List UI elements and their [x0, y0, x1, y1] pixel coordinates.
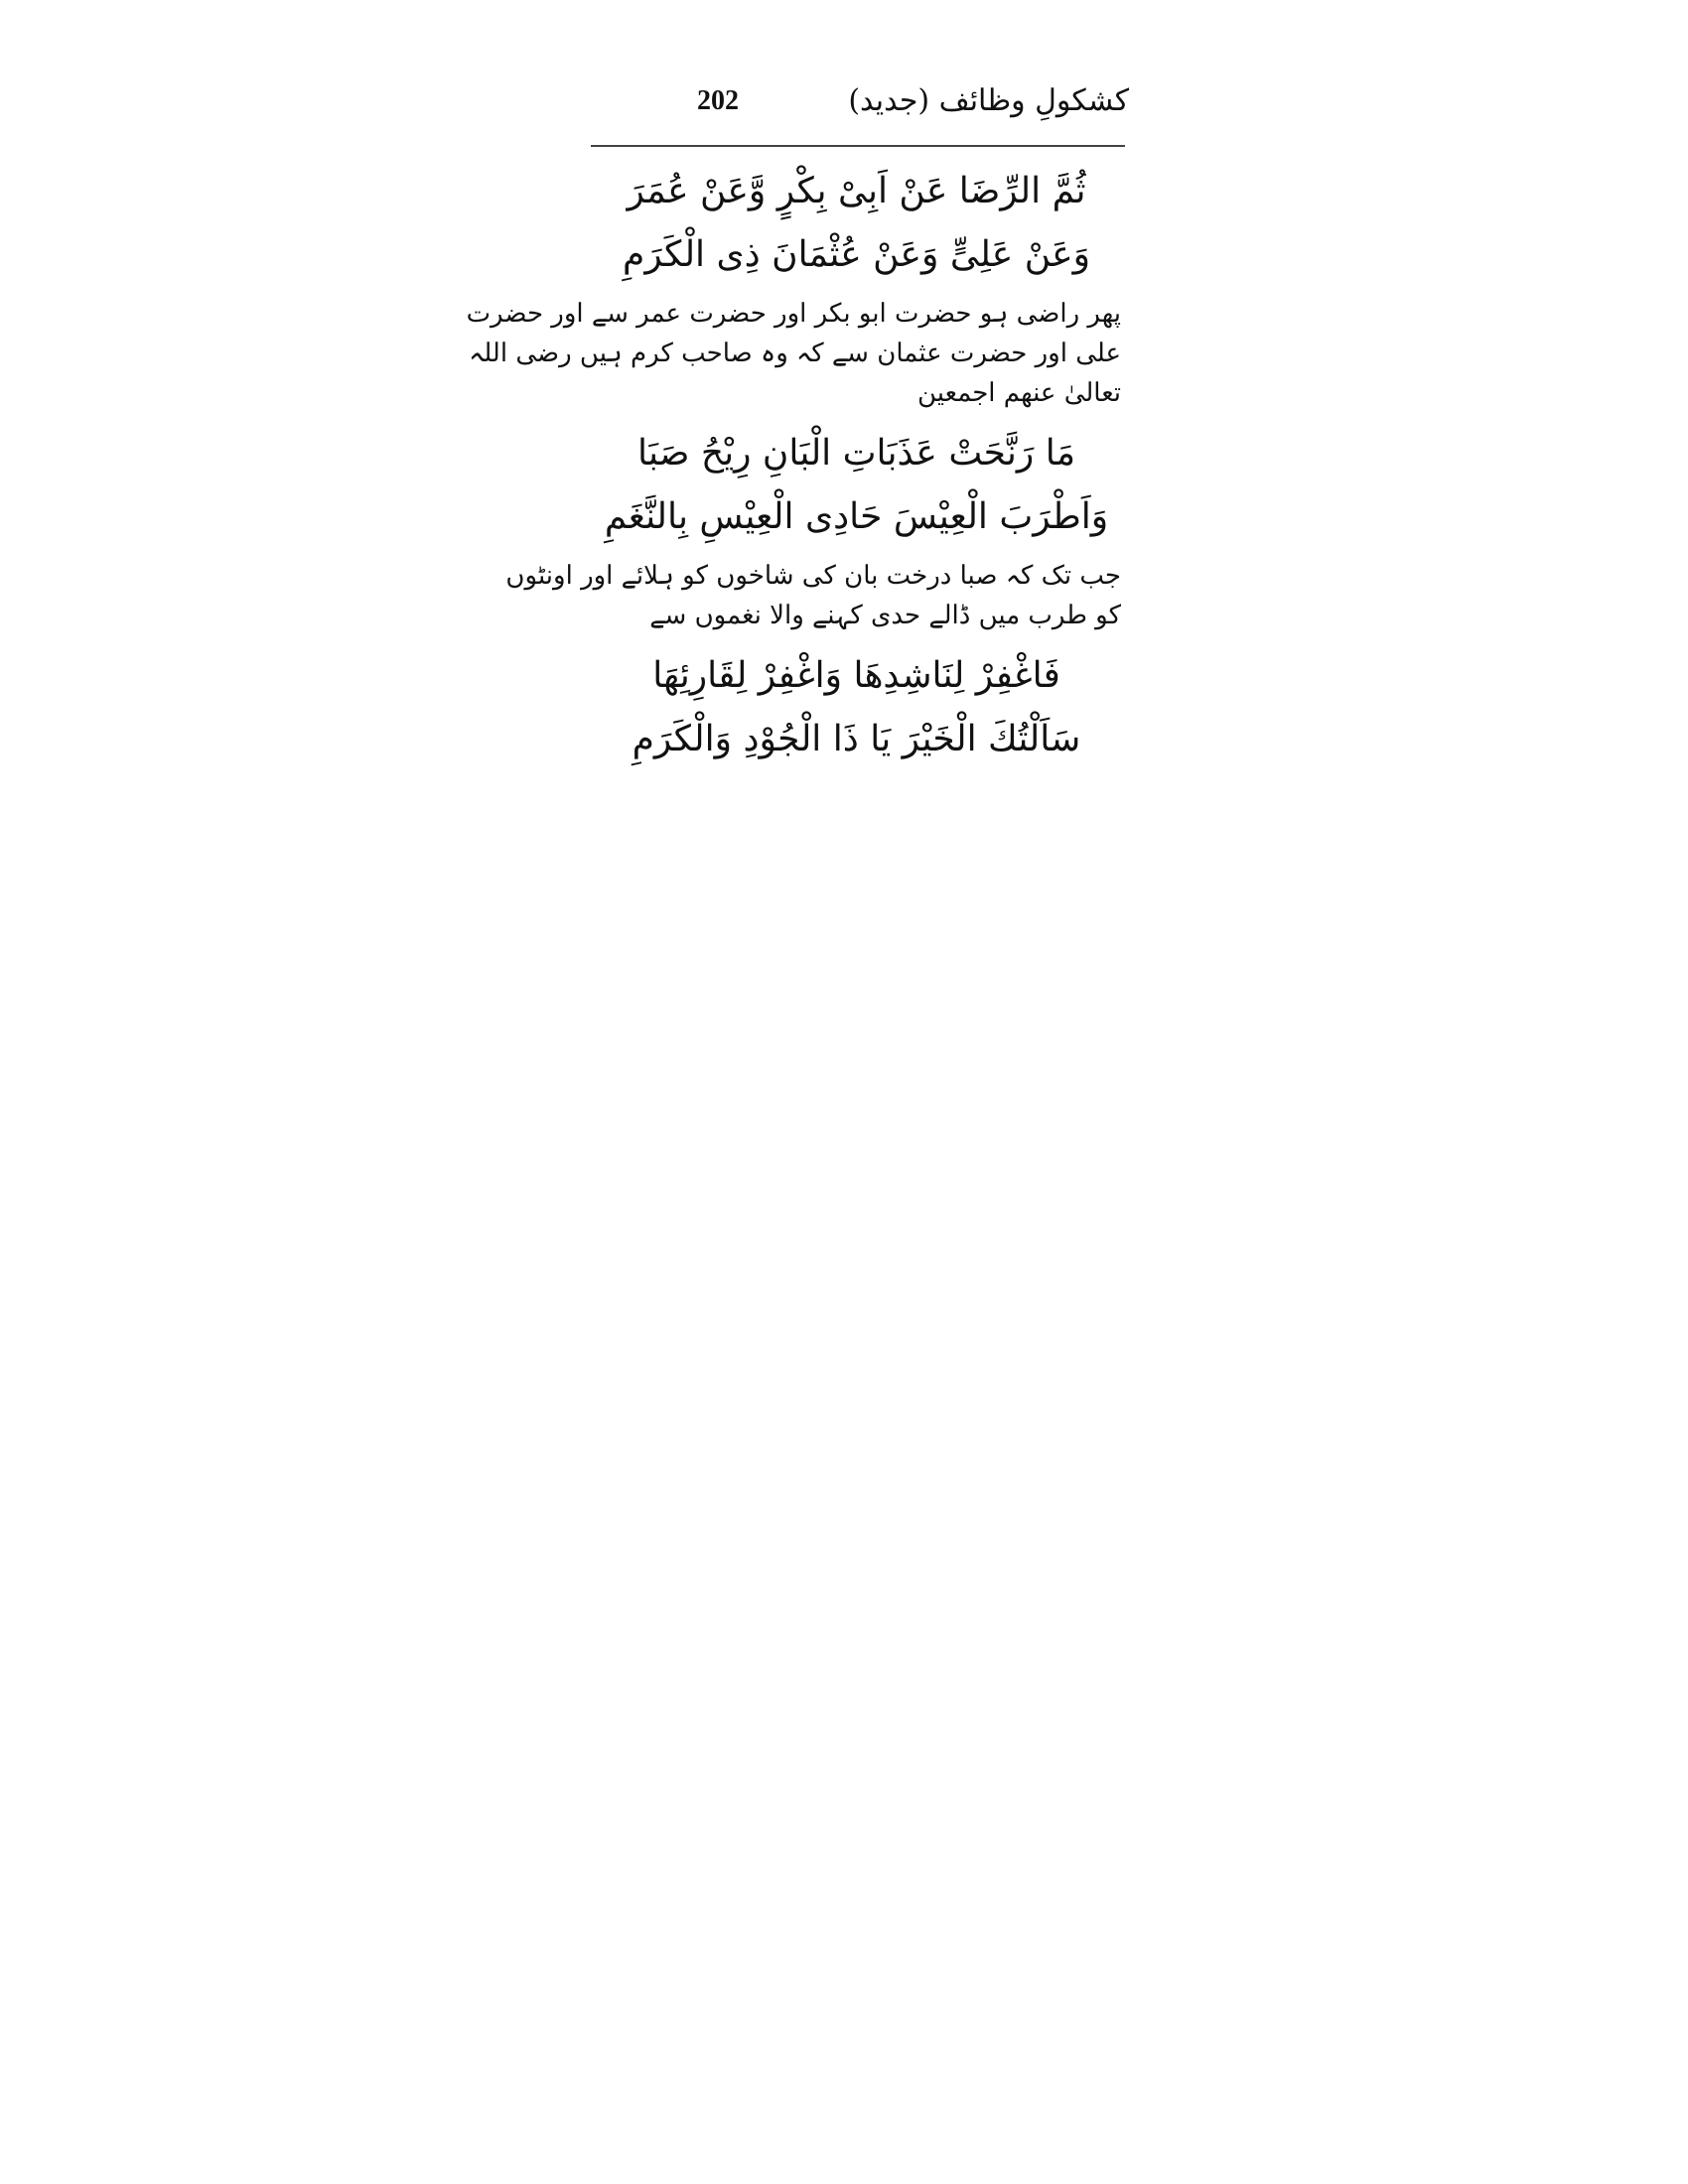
urdu-translation-line: پھر راضی ہو حضرت ابو بکر اور حضرت عمر سے اور حضرت [466, 299, 1121, 329]
page-number: 202 [697, 85, 739, 116]
urdu-translation-line: علی اور حضرت عثمان سے کہ وہ صاحب کرم ہیں رضی اللہ [469, 339, 1121, 368]
verse-block-3 [586, 651, 1127, 764]
urdu-translation-line: تعالیٰ عنھم اجمعین [917, 378, 1121, 408]
page-header [586, 79, 1127, 145]
arabic-verse-line: فَاغْفِرْ لِنَاشِدِھَا وَاغْفِرْ لِقَارِئِھَا [652, 655, 1060, 696]
urdu-translation-2 [505, 556, 1127, 635]
arabic-verse-line: وَاَطْرَبَ الْعِیْسَ حَادِی الْعِیْسِ بِالنَّغَمِ [604, 496, 1109, 537]
arabic-verse-line: ثُمَّ الرِّضَا عَنْ اَبِیْ بِکْرٍ وَّعَنْ عُمَرَ [627, 171, 1086, 211]
urdu-translation-1 [466, 294, 1127, 413]
header-divider [591, 145, 1125, 147]
arabic-verse-line: وَعَنْ عَلِیٍّ وَعَنْ عُثْمَانَ ذِی الْکَرَمِ [623, 234, 1090, 275]
urdu-translation-line: کو طرب میں ڈالے حدی کہنے والا نغموں سے [649, 601, 1121, 630]
arabic-verse-line: مَا رَنَّحَتْ عَذَبَاتِ الْبَانِ رِیْحُ صَبَا [637, 433, 1075, 474]
document-page [466, 79, 1129, 778]
verse-block-2 [586, 429, 1127, 542]
arabic-verse-line: سَاَلْتُكَ الْخَیْرَ یَا ذَا الْجُوْدِ وَالْکَرَمِ [632, 719, 1081, 759]
urdu-translation-line: جب تک کہ صبا درخت بان کی شاخوں کو ہلائے اور اونٹوں [505, 561, 1121, 591]
book-title: کشکولِ وظائف (جدید) [848, 83, 1129, 118]
verse-block-1 [586, 167, 1127, 280]
